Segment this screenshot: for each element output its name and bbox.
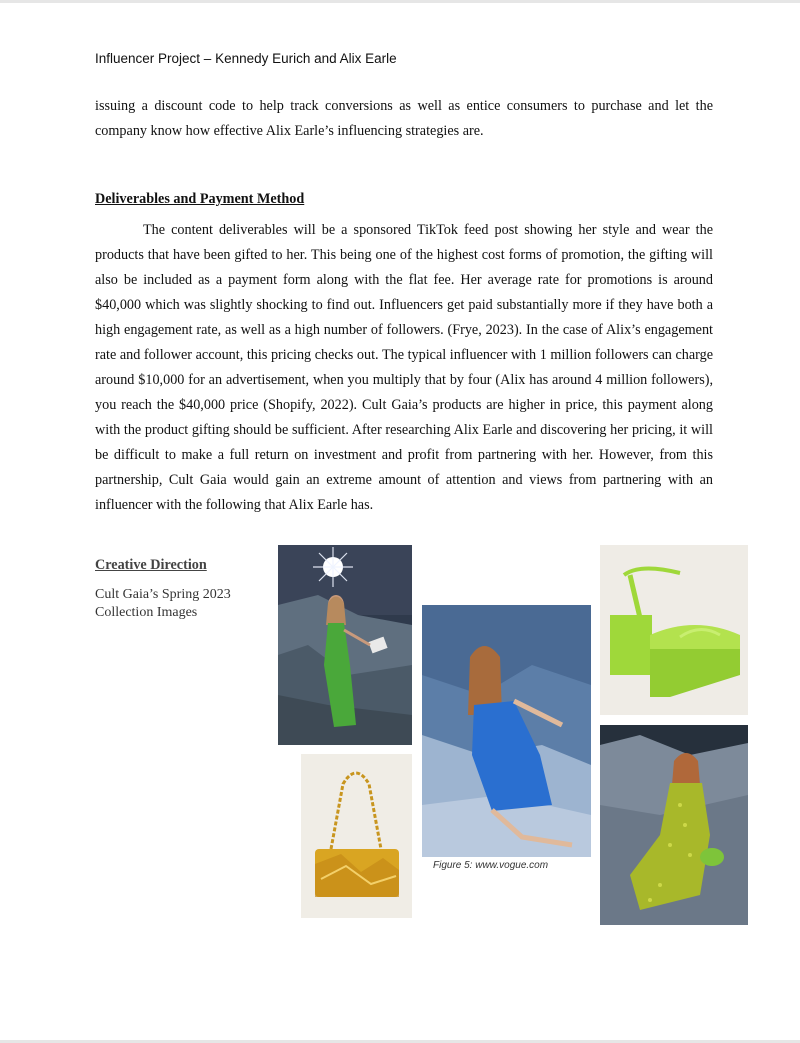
collection-caption	[95, 586, 265, 622]
collection-caption-line2: Collection Images	[95, 605, 198, 620]
photo-lime-sandal	[600, 545, 748, 715]
intro-text: issuing a discount code to help track conversions as well as entice consumers to purchase and let the company know how effective Alix Earle’s influencing strategies are.	[95, 98, 713, 139]
collection-caption-line1: Cult Gaia’s Spring 2023	[95, 587, 231, 602]
deliverables-text: The content deliverables will be a sponsored TikTok feed post showing her style and wear the products that have been gifted to her. This being one of the highest cost forms of promotion, the gifting will also be included as a payment form along with the flat fee. Her average rate for promotions is around $40,000 which was slightly shocking to find out. Influencers get paid substantially more if they have both a high engagement rate, as well as a high number of followers. (Frye, 2023). In the case of Alix’s engagement rate and follower account, this pricing checks out. The typical influencer with 1 million followers can charge around $10,000 for an advertisement, when you multiply that by four (Alix has around 4 million followers), you reach the $40,000 price (Shopify, 2022). Cult Gaia’s products are higher in price, this payment along with the product gifting should be sufficient. After researching Alix Earle and discovering her pricing, it will be difficult to make a full return on investment and profit from partnering with her. However, from this partnership, Cult Gaia would gain an extreme amount of attention and views from partnering with an influencer with the following that Alix Earle has.	[95, 222, 713, 513]
photo-sequin-dress-model	[600, 725, 748, 925]
creative-direction-heading: Creative Direction	[95, 557, 207, 573]
top-border	[0, 0, 800, 3]
photo-blue-dress-model	[422, 605, 591, 857]
intro-paragraph	[95, 94, 713, 144]
figure-caption: Figure 5: www.vogue.com	[433, 860, 549, 871]
page-header: Influencer Project – Kennedy Eurich and Alix Earle	[95, 51, 397, 66]
photo-green-dress-model	[278, 545, 412, 745]
sandal-heel-shape	[610, 615, 652, 675]
deliverables-paragraph	[95, 218, 713, 518]
deliverables-heading: Deliverables and Payment Method	[95, 191, 305, 207]
photo-gold-bag	[301, 754, 412, 918]
